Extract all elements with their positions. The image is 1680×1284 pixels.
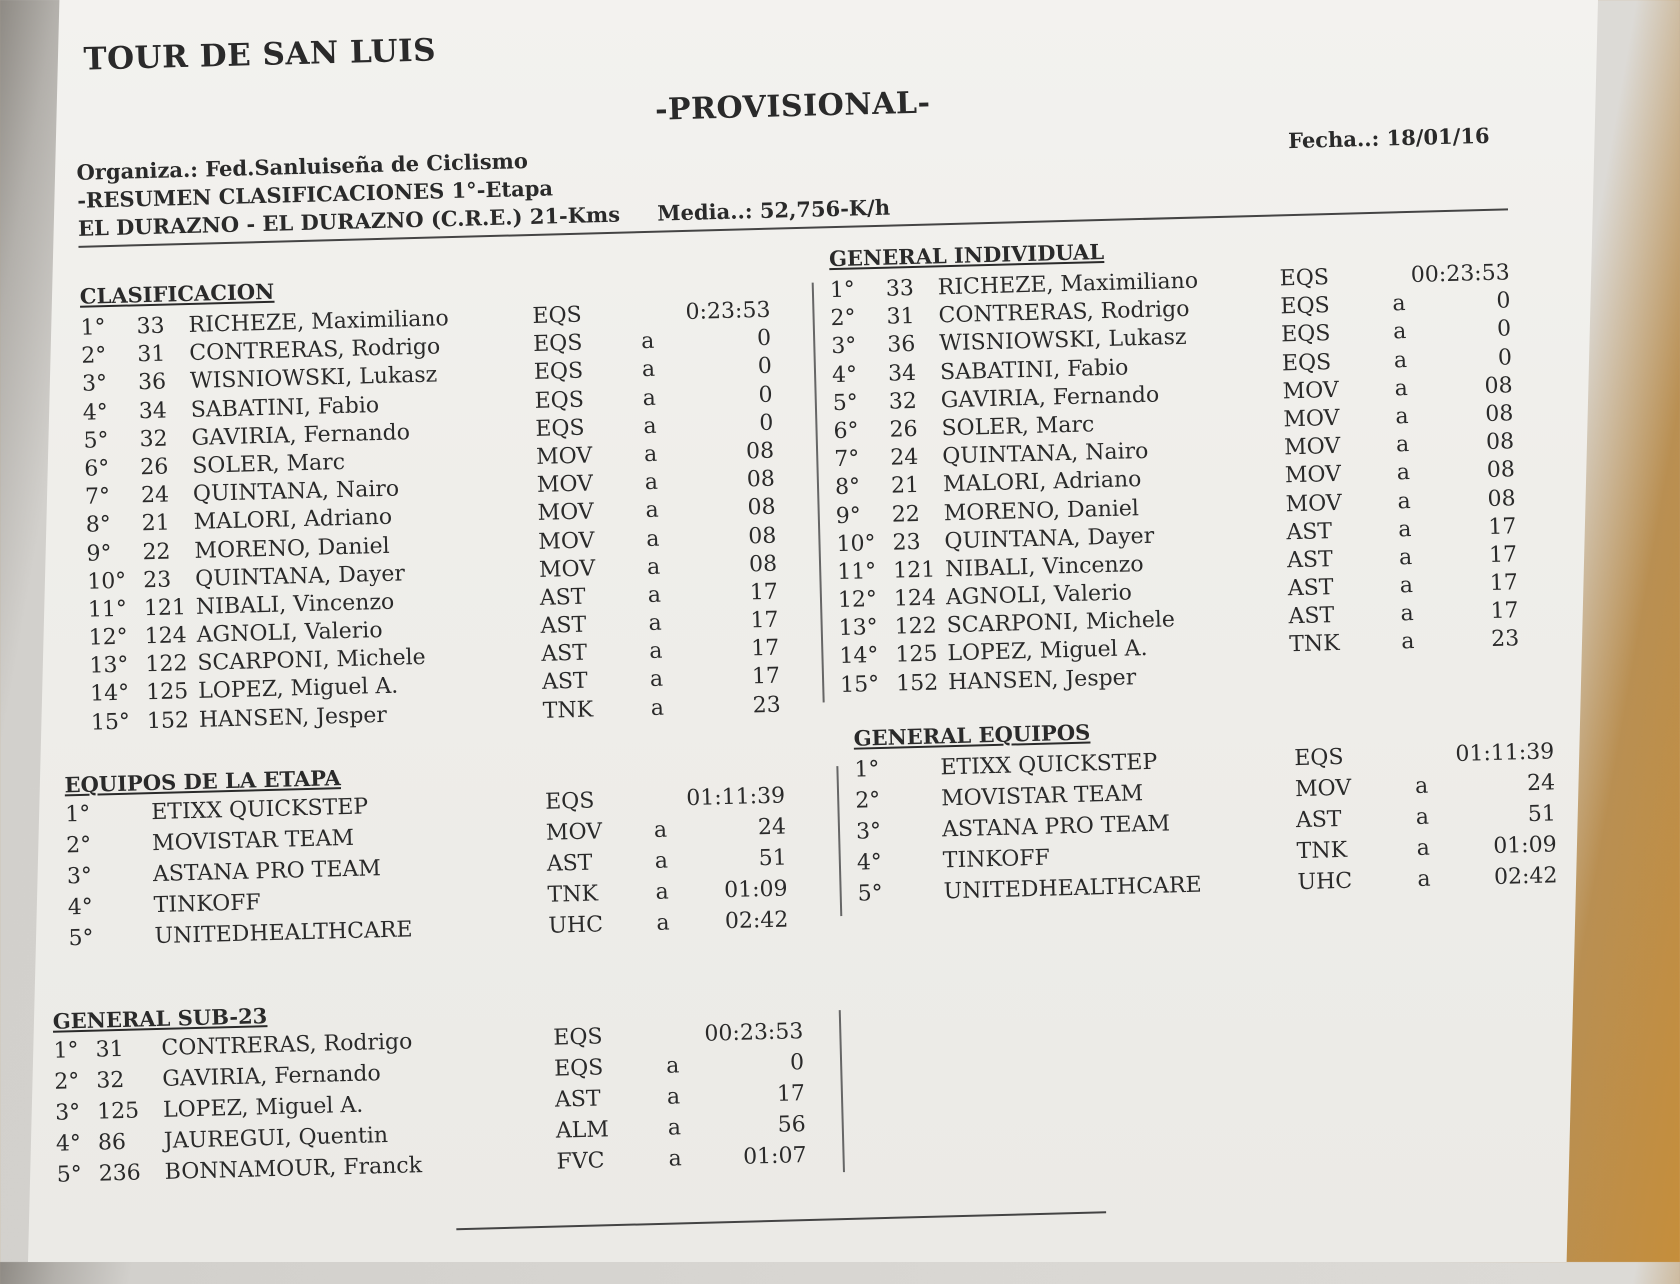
bib-number-cell: 36 [137, 369, 167, 396]
gap-marker-cell: a [644, 469, 659, 496]
team-code-cell: AST [541, 669, 589, 696]
average-speed: Media..: 52,756-K/h [656, 194, 891, 226]
bib-number-cell: 36 [887, 332, 916, 359]
rider-name-cell: QUINTANA, Dayer [194, 561, 406, 592]
bib-number-cell: 125 [96, 1098, 140, 1125]
section-title-general-individual: GENERAL INDIVIDUAL [828, 238, 1105, 272]
gap-marker-cell: a [1392, 319, 1407, 345]
time-cell: 17 [1488, 542, 1518, 568]
team-code-cell: EQS [1279, 265, 1330, 292]
position-cell: 1° [65, 801, 91, 828]
bib-number-cell: 122 [894, 613, 938, 640]
section-title-general-sub23: GENERAL SUB-23 [52, 1003, 268, 1034]
bib-number-cell: 23 [142, 567, 172, 593]
time-cell: 02:42 [724, 907, 789, 935]
bib-number-cell: 24 [889, 445, 919, 471]
gap-marker-cell: a [1396, 460, 1411, 486]
gap-marker-cell: a [666, 1084, 681, 1110]
position-cell: 11° [87, 596, 128, 623]
team-code-cell: MOV [538, 556, 596, 583]
bib-number-cell: 21 [890, 473, 920, 499]
bib-number-cell: 26 [889, 416, 918, 443]
time-cell: 01:11:39 [686, 783, 786, 812]
rider-name-cell: NIBALI, Vincenzo [195, 589, 395, 620]
gap-marker-cell: a [646, 526, 660, 552]
time-cell: 24 [757, 814, 787, 841]
date-line: Fecha..: 18/01/16 [1287, 122, 1490, 154]
time-cell: 08 [1485, 401, 1514, 427]
bib-number-cell: 24 [140, 482, 170, 509]
time-cell: 0 [757, 354, 773, 380]
time-cell: 0 [756, 325, 772, 352]
time-cell: 23 [752, 692, 782, 718]
position-cell: 9° [86, 540, 112, 567]
gap-marker-cell: a [1400, 601, 1415, 627]
position-cell: 12° [837, 587, 878, 614]
time-cell: 56 [777, 1112, 807, 1138]
gap-marker-cell: a [641, 357, 656, 383]
position-cell: 10° [836, 530, 876, 557]
time-cell: 08 [748, 551, 778, 578]
team-code-cell: MOV [538, 527, 595, 555]
rider-name-cell: GAVIRIA, Fernando [161, 1061, 382, 1092]
team-code-cell: EQS [1281, 349, 1332, 376]
gap-marker-cell: a [1399, 573, 1414, 599]
bib-number-cell: 31 [137, 341, 166, 368]
bib-number-cell: 32 [96, 1067, 125, 1094]
column-separator-teams [836, 766, 842, 916]
position-cell: 1° [854, 757, 880, 783]
rider-name-cell: QUINTANA, Dayer [944, 523, 1155, 554]
position-cell: 8° [834, 474, 861, 501]
team-name-cell: MOVISTAR TEAM [940, 781, 1144, 812]
rider-name-cell: LOPEZ, Miguel A. [197, 674, 399, 705]
position-cell: 2° [854, 788, 881, 814]
gap-marker-cell: a [1415, 804, 1430, 830]
position-cell: 3° [831, 333, 857, 360]
rider-name-cell: BONNAMOUR, Franck [164, 1153, 423, 1185]
team-code-cell: MOV [1285, 490, 1343, 517]
section-title-general-equipos: GENERAL EQUIPOS [853, 719, 1091, 751]
position-cell: 4° [55, 1131, 82, 1157]
rider-name-cell: LOPEZ, Miguel A. [947, 636, 1148, 667]
rider-name-cell: RICHEZE, Maximiliano [937, 268, 1199, 301]
gap-marker-cell: a [648, 610, 662, 637]
time-cell: 08 [745, 438, 775, 465]
time-cell: 17 [1490, 598, 1519, 625]
section-title-equipos-etapa: EQUIPOS DE LA ETAPA [64, 765, 342, 798]
position-cell: 14° [89, 681, 130, 708]
position-cell: 2° [65, 832, 92, 859]
position-cell: 5° [83, 427, 109, 454]
gap-marker-cell: a [649, 667, 664, 693]
gap-marker-cell: a [640, 328, 655, 355]
rider-name-cell: HANSEN, Jesper [198, 702, 388, 733]
route-text: EL DURAZNO - EL DURAZNO (C.R.E.) 21-Kms [77, 201, 621, 241]
gap-marker-cell: a [643, 441, 658, 468]
bib-number-cell: 22 [891, 501, 921, 528]
position-cell: 1° [53, 1038, 79, 1064]
gap-marker-cell: a [1395, 403, 1409, 430]
gap-marker-cell: a [1417, 866, 1431, 892]
time-cell: 08 [1484, 373, 1513, 399]
team-code-cell: EQS [1280, 293, 1330, 320]
bib-number-cell: 125 [145, 679, 189, 706]
team-code-cell: MOV [1294, 775, 1352, 803]
rider-name-cell: SABATINI, Fabio [190, 392, 380, 423]
position-cell: 7° [84, 484, 111, 510]
gap-marker-cell: a [655, 879, 670, 905]
gap-marker-cell: a [647, 582, 662, 608]
team-code-cell: EQS [544, 788, 595, 815]
rider-name-cell: MORENO, Daniel [194, 533, 390, 564]
gap-marker-cell: a [1394, 375, 1409, 402]
time-cell: 01:09 [1492, 832, 1557, 859]
team-name-cell: MOVISTAR TEAM [151, 825, 355, 857]
team-name-cell: TINKOFF [942, 845, 1051, 874]
time-cell: 01:11:39 [1455, 739, 1555, 767]
position-cell: 1° [829, 277, 856, 304]
team-name-cell: ASTANA PRO TEAM [941, 811, 1171, 843]
position-cell: 5° [832, 390, 859, 416]
time-cell: 51 [1527, 801, 1557, 828]
position-cell: 15° [90, 709, 131, 736]
time-cell: 08 [747, 494, 776, 521]
time-cell: 51 [758, 845, 788, 872]
gap-marker-cell: a [1392, 291, 1406, 317]
gap-marker-cell: a [665, 1053, 680, 1079]
gap-marker-cell: a [1416, 835, 1431, 861]
rider-name-cell: CONTRERAS, Rodrigo [189, 334, 441, 367]
rider-name-cell: CONTRERAS, Rodrigo [938, 296, 1190, 329]
time-cell: 0 [1496, 316, 1512, 343]
team-code-cell: TNK [542, 697, 594, 724]
rider-name-cell: QUINTANA, Nairo [941, 439, 1149, 470]
position-cell: 4° [831, 362, 858, 388]
gap-marker-cell: a [1398, 516, 1412, 543]
time-cell: 24 [1526, 770, 1556, 797]
team-code-cell: EQS [1293, 744, 1344, 772]
position-cell: 3° [66, 863, 93, 890]
rider-name-cell: GAVIRIA, Fernando [940, 382, 1160, 414]
time-cell: 08 [1487, 485, 1516, 512]
team-code-cell: MOV [545, 819, 603, 846]
time-cell: 17 [750, 635, 780, 662]
position-cell: 2° [830, 305, 856, 332]
bib-number-cell: 32 [139, 426, 168, 453]
position-cell: 5° [68, 925, 94, 952]
bib-number-cell: 21 [141, 510, 171, 537]
rider-name-cell: MORENO, Daniel [943, 495, 1140, 526]
rider-name-cell: MALORI, Adriano [942, 467, 1142, 498]
bib-number-cell: 86 [97, 1129, 127, 1156]
position-cell: 9° [835, 502, 862, 529]
position-cell: 6° [83, 456, 110, 482]
team-name-cell: ASTANA PRO TEAM [152, 856, 382, 888]
team-code-cell: MOV [1284, 462, 1342, 489]
team-code-cell: UHC [548, 912, 604, 939]
team-code-cell: AST [1288, 603, 1335, 630]
team-name-cell: ETIXX QUICKSTEP [151, 794, 369, 826]
position-cell: 4° [82, 399, 109, 426]
time-cell: 17 [1487, 513, 1517, 540]
bib-number-cell: 32 [888, 388, 918, 415]
time-cell: 00:23:53 [1410, 260, 1510, 288]
rider-name-cell: HANSEN, Jesper [947, 664, 1137, 695]
team-code-cell: AST [546, 850, 593, 877]
position-cell: 3° [54, 1100, 81, 1126]
position-cell: 7° [833, 446, 860, 473]
team-code-cell: AST [540, 612, 587, 639]
general-equipos-table [854, 738, 1618, 913]
bib-number-cell: 34 [138, 398, 168, 424]
team-code-cell: MOV [537, 499, 595, 527]
gap-marker-cell: a [668, 1146, 683, 1172]
team-code-cell: AST [1286, 518, 1333, 545]
time-cell: 0 [758, 382, 773, 408]
time-cell: 00:23:53 [704, 1019, 804, 1047]
bib-number-cell: 125 [895, 641, 938, 669]
rider-name-cell: CONTRERAS, Rodrigo [161, 1029, 413, 1061]
team-code-cell: EQS [553, 1024, 603, 1051]
time-cell: 23 [1490, 626, 1520, 653]
team-name-cell: UNITEDHEALTHCARE [154, 917, 413, 950]
gap-marker-cell: a [646, 554, 661, 580]
time-cell: 17 [749, 579, 779, 606]
time-cell: 0 [759, 410, 774, 436]
bib-number-cell: 124 [893, 585, 937, 612]
rider-name-cell: WISNIOWSKI, Lukasz [189, 362, 438, 395]
time-cell: 0:23:53 [685, 297, 771, 325]
team-code-cell: TNK [1289, 631, 1341, 658]
bib-number-cell: 34 [887, 360, 917, 387]
gap-marker-cell: a [650, 695, 665, 721]
position-cell: 6° [833, 418, 859, 445]
position-cell: 2° [54, 1069, 80, 1095]
team-code-cell: EQS [534, 387, 585, 414]
time-cell: 17 [750, 607, 779, 634]
rider-name-cell: QUINTANA, Nairo [192, 476, 400, 508]
team-code-cell: MOV [1283, 405, 1340, 433]
gap-marker-cell: a [654, 848, 669, 874]
bib-number-cell: 152 [895, 670, 939, 697]
rider-name-cell: SCARPONI, Michele [197, 645, 426, 677]
time-cell: 17 [1489, 570, 1519, 597]
rider-name-cell: AGNOLI, Valerio [945, 580, 1133, 611]
team-name-cell: ETIXX QUICKSTEP [940, 749, 1158, 781]
rider-name-cell: SCARPONI, Michele [946, 607, 1176, 639]
team-code-cell: MOV [1283, 433, 1341, 461]
general-sub23-table [53, 1018, 837, 1193]
team-code-cell: AST [554, 1086, 601, 1113]
team-code-cell: AST [1286, 546, 1334, 574]
team-code-cell: EQS [532, 302, 582, 329]
gap-marker-cell: a [653, 817, 668, 843]
time-cell: 0 [1496, 288, 1511, 314]
time-cell: 17 [751, 664, 781, 690]
position-cell: 12° [88, 624, 129, 651]
general-individual-table [830, 258, 1601, 701]
section-title-clasificacion: CLASIFICACION [79, 278, 275, 309]
rider-name-cell: NIBALI, Vincenzo [944, 551, 1144, 583]
bib-number-cell: 33 [885, 275, 915, 302]
time-cell: 08 [746, 466, 776, 493]
summary-line: -RESUMEN CLASIFICACIONES 1°-Etapa [76, 175, 554, 213]
rider-name-cell: JAUREGUI, Quentin [163, 1123, 389, 1154]
time-cell: 01:09 [723, 876, 788, 904]
bib-number-cell: 124 [144, 623, 188, 650]
time-cell: 17 [776, 1081, 806, 1107]
team-code-cell: EQS [553, 1055, 604, 1082]
gap-marker-cell: a [1395, 432, 1410, 458]
position-cell: 4° [856, 849, 883, 876]
rider-name-cell: AGNOLI, Valerio [196, 618, 383, 648]
position-cell: 5° [857, 880, 884, 907]
time-cell: 0 [789, 1050, 805, 1076]
time-cell: 08 [1485, 429, 1515, 456]
position-cell: 2° [81, 343, 107, 369]
gap-marker-cell: a [1400, 629, 1415, 655]
team-code-cell: EQS [1280, 321, 1331, 348]
rider-name-cell: LOPEZ, Miguel A. [162, 1092, 364, 1123]
team-code-cell: AST [1295, 806, 1342, 834]
position-cell: 14° [839, 643, 879, 670]
position-cell: 13° [838, 615, 879, 642]
bib-number-cell: 31 [886, 304, 915, 330]
rider-name-cell: MALORI, Adriano [193, 505, 393, 536]
gap-marker-cell: a [1398, 544, 1413, 571]
position-cell: 3° [81, 371, 108, 398]
race-title: TOUR DE SAN LUIS [83, 32, 437, 78]
team-code-cell: EQS [533, 359, 584, 386]
position-cell: 4° [67, 894, 94, 921]
bib-number-cell: 121 [892, 557, 936, 584]
team-code-cell: TNK [547, 881, 599, 908]
team-code-cell: FVC [556, 1148, 605, 1175]
rider-name-cell: RICHEZE, Maximiliano [188, 306, 450, 338]
bib-number-cell: 33 [136, 313, 165, 340]
gap-marker-cell: a [642, 385, 657, 411]
gap-marker-cell: a [656, 910, 670, 936]
position-cell: 5° [56, 1162, 83, 1188]
bib-number-cell: 31 [95, 1036, 124, 1063]
rider-name-cell: SABATINI, Fabio [939, 354, 1129, 385]
footer-rule [456, 1211, 1106, 1230]
position-cell: 10° [86, 568, 127, 595]
team-code-cell: EQS [535, 415, 585, 442]
time-cell: 02:42 [1493, 863, 1558, 890]
position-cell: 3° [855, 819, 882, 845]
gap-marker-cell: a [1397, 488, 1412, 514]
team-code-cell: AST [539, 584, 586, 611]
bib-number-cell: 152 [146, 707, 190, 734]
team-code-cell: UHC [1297, 868, 1353, 896]
bib-number-cell: 236 [98, 1160, 142, 1187]
team-code-cell: AST [1287, 575, 1334, 602]
position-cell: 1° [80, 315, 106, 341]
gap-marker-cell: a [643, 413, 657, 439]
time-cell: 01:07 [742, 1143, 807, 1170]
position-cell: 13° [89, 652, 129, 679]
team-name-cell: UNITEDHEALTHCARE [943, 872, 1202, 905]
bib-number-cell: 121 [143, 595, 187, 622]
position-cell: 11° [836, 558, 877, 585]
position-cell: 15° [839, 671, 880, 698]
gap-marker-cell: a [1393, 347, 1408, 373]
time-cell: 08 [1486, 457, 1516, 484]
gap-marker-cell: a [667, 1115, 682, 1141]
column-separator [812, 283, 825, 703]
team-code-cell: MOV [535, 443, 593, 470]
column-separator-sub23 [839, 1010, 845, 1172]
bib-number-cell: 22 [142, 539, 171, 565]
team-code-cell: TNK [1296, 837, 1348, 865]
bib-number-cell: 26 [139, 454, 169, 481]
rider-name-cell: GAVIRIA, Fernando [191, 419, 411, 451]
team-name-cell: TINKOFF [153, 890, 262, 919]
organizer-line: Organiza.: Fed.Sanluiseña de Ciclismo [76, 148, 529, 185]
gap-marker-cell: a [645, 498, 660, 524]
time-cell: 08 [747, 523, 777, 549]
team-code-cell: MOV [1282, 377, 1340, 405]
rider-name-cell: WISNIOWSKI, Lukasz [939, 325, 1187, 357]
bib-number-cell: 122 [145, 651, 188, 678]
team-code-cell: EQS [532, 330, 583, 358]
team-code-cell: ALM [555, 1117, 610, 1144]
time-cell: 0 [1497, 344, 1513, 371]
gap-marker-cell: a [1414, 773, 1429, 800]
gap-marker-cell: a [648, 638, 663, 665]
equipos-etapa-table [65, 782, 829, 957]
rider-name-cell: SOLER, Marc [191, 449, 346, 479]
bib-number-cell: 23 [892, 529, 921, 556]
team-code-cell: AST [540, 640, 588, 668]
position-cell: 8° [85, 512, 112, 539]
team-code-cell: MOV [536, 471, 594, 499]
provisional-label: -PROVISIONAL- [654, 85, 931, 128]
clasificacion-table [80, 297, 801, 738]
rider-name-cell: SOLER, Marc [941, 412, 1095, 442]
